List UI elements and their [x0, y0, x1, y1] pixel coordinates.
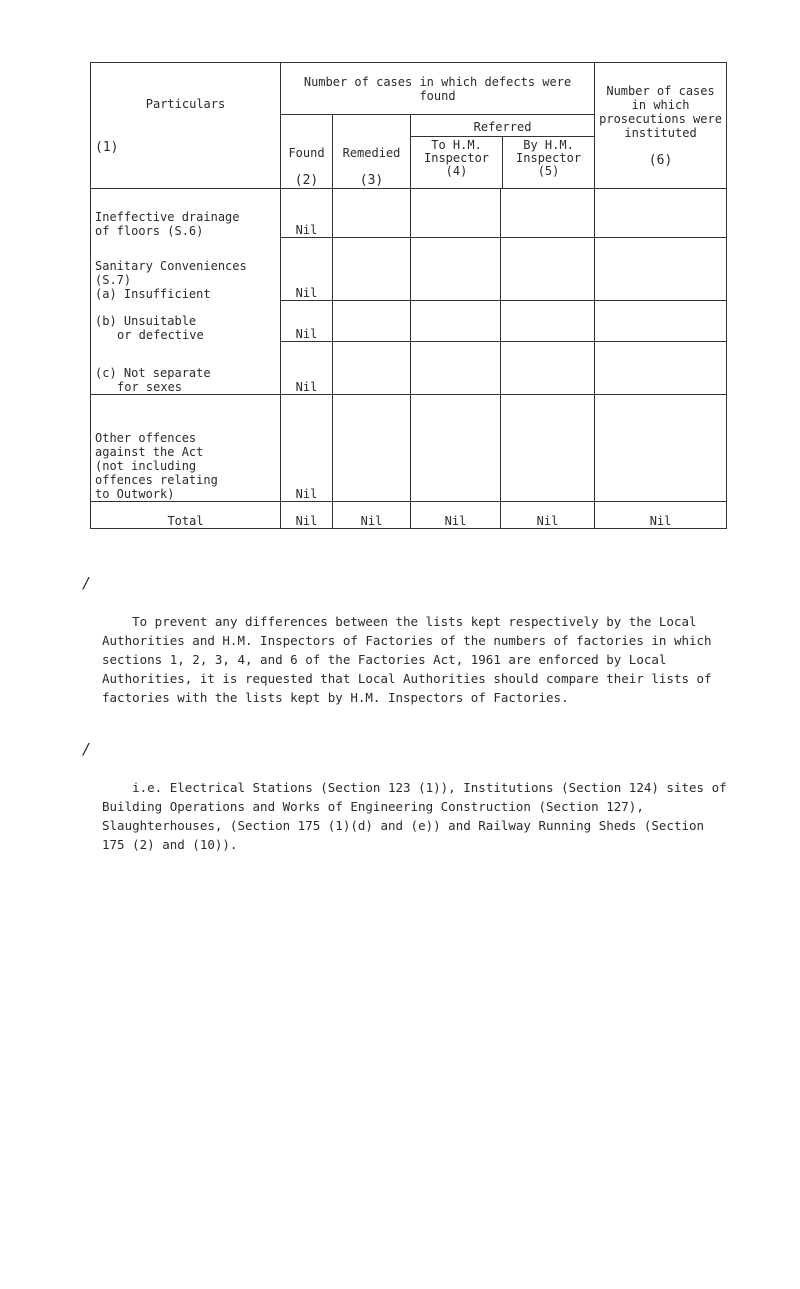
- row-label-line: (b) Unsuitable: [95, 313, 197, 328]
- to-hm-col-num: (4): [445, 164, 468, 178]
- prosecutions-cell: [595, 395, 727, 502]
- footnotes: [82, 574, 735, 887]
- by-hm-cell: [501, 301, 595, 342]
- row-label-line: (c) Not separate: [95, 366, 211, 380]
- to-hm-cell: [411, 301, 501, 342]
- row-label-line: Sanitary Conveniences: [95, 258, 247, 273]
- by-hm-cell: [501, 342, 595, 395]
- found-col-num: (2): [294, 173, 319, 188]
- footnote-text: i.e. Electrical Stations (Section 123 (1)), Institutions (Section 124) sites of Building Operations and Works of Engineering Construction (Section 127), Slaughterhouses, (Section 175 (1)(d) and (e)) and Railway Running Sheds (Section 175 (2) and (10)).: [102, 780, 735, 852]
- total-to-hm: Nil: [411, 502, 501, 529]
- defects-group-header: Number of cases in which defects were found: [281, 63, 595, 115]
- remedied-cell: [333, 301, 411, 342]
- row-label-line: offences relating: [95, 473, 218, 487]
- table-row: [91, 301, 727, 342]
- to-hm-label: To H.M.: [431, 138, 482, 152]
- row-label: [91, 189, 281, 238]
- prosecutions-header-cell: [595, 63, 727, 189]
- prosecutions-cell: [595, 189, 727, 238]
- to-hm-header: [411, 137, 503, 188]
- prosecutions-cell: [595, 301, 727, 342]
- to-hm-label-2: Inspector: [424, 151, 490, 165]
- total-prosecutions: Nil: [595, 502, 727, 529]
- table-row: [91, 189, 727, 238]
- by-hm-label: By H.M.: [523, 138, 574, 152]
- remedied-cell: [333, 395, 411, 502]
- row-label: [91, 395, 281, 502]
- remedied-cell: [333, 238, 411, 301]
- by-hm-cell: [501, 395, 595, 502]
- to-hm-cell: [411, 395, 501, 502]
- total-row: [91, 502, 727, 529]
- prosecutions-header: Number of cases in which prosecutions were instituted: [599, 83, 722, 140]
- row-label-line: for sexes: [117, 380, 183, 394]
- to-hm-cell: [411, 342, 501, 395]
- particulars-header: Particulars: [145, 96, 226, 111]
- row-label: [91, 301, 281, 342]
- to-hm-cell: [411, 238, 501, 301]
- row-label-line: against the Act: [95, 445, 204, 459]
- referred-header: Referred: [411, 115, 594, 137]
- total-found: Nil: [281, 502, 333, 529]
- row-label-line: or defective: [117, 327, 204, 342]
- by-hm-label-2: Inspector: [516, 151, 582, 165]
- footnote-text: To prevent any differences between the lists kept respectively by the Local Authorities and H.M. Inspectors of Factories of the numbers of factories in which sections 1, 2, 3, 4, and 6 of the Factories Act, 1961 are enforced by Local Authorities, it is requested that Local Authorities should compare their lists of factories with the lists kept by H.M. Inspectors of Factories.: [102, 614, 720, 705]
- particulars-col-num: (1): [95, 139, 119, 155]
- row-label: [91, 238, 281, 301]
- row-label-line: of floors (S.6): [95, 223, 204, 238]
- found-cell: Nil: [281, 189, 333, 238]
- defects-table: [90, 62, 727, 529]
- referred-subheaders: [411, 137, 594, 188]
- footnote-mark: /: [82, 574, 92, 592]
- remedied-col-num: (3): [359, 173, 384, 188]
- found-cell: Nil: [281, 395, 333, 502]
- table-row: [91, 238, 727, 301]
- total-label: Total: [91, 502, 281, 529]
- prosecutions-col-num: (6): [648, 152, 673, 168]
- found-header: Found: [288, 146, 325, 160]
- referred-header-cell: [411, 115, 595, 189]
- total-by-hm: Nil: [501, 502, 595, 529]
- remedied-header: Remedied: [342, 146, 401, 160]
- table-row: [91, 342, 727, 395]
- row-label-line: (a) Insufficient: [95, 286, 211, 301]
- to-hm-cell: [411, 189, 501, 238]
- found-cell: Nil: [281, 238, 333, 301]
- remedied-cell: [333, 189, 411, 238]
- footnote: [82, 574, 732, 726]
- row-label-line: Ineffective drainage: [95, 209, 240, 224]
- found-header-cell: [281, 115, 333, 189]
- total-remedied: Nil: [333, 502, 411, 529]
- particulars-header-cell: [91, 63, 281, 189]
- row-label-line: (not including: [95, 459, 197, 473]
- remedied-header-cell: [333, 115, 411, 189]
- prosecutions-cell: [595, 342, 727, 395]
- by-hm-cell: [501, 238, 595, 301]
- footnote-mark: /: [82, 740, 92, 758]
- by-hm-col-num: (5): [537, 164, 560, 178]
- prosecutions-cell: [595, 238, 727, 301]
- by-hm-cell: [501, 189, 595, 238]
- table-row: [91, 395, 727, 502]
- by-hm-header: [503, 137, 594, 188]
- found-cell: Nil: [281, 301, 333, 342]
- row-label-line: (S.7): [95, 272, 132, 287]
- remedied-cell: [333, 342, 411, 395]
- row-label-line: to Outwork): [95, 487, 175, 501]
- row-label-line: Other offences: [95, 431, 197, 445]
- found-cell: Nil: [281, 342, 333, 395]
- row-label: [91, 342, 281, 395]
- footnote: [82, 740, 735, 873]
